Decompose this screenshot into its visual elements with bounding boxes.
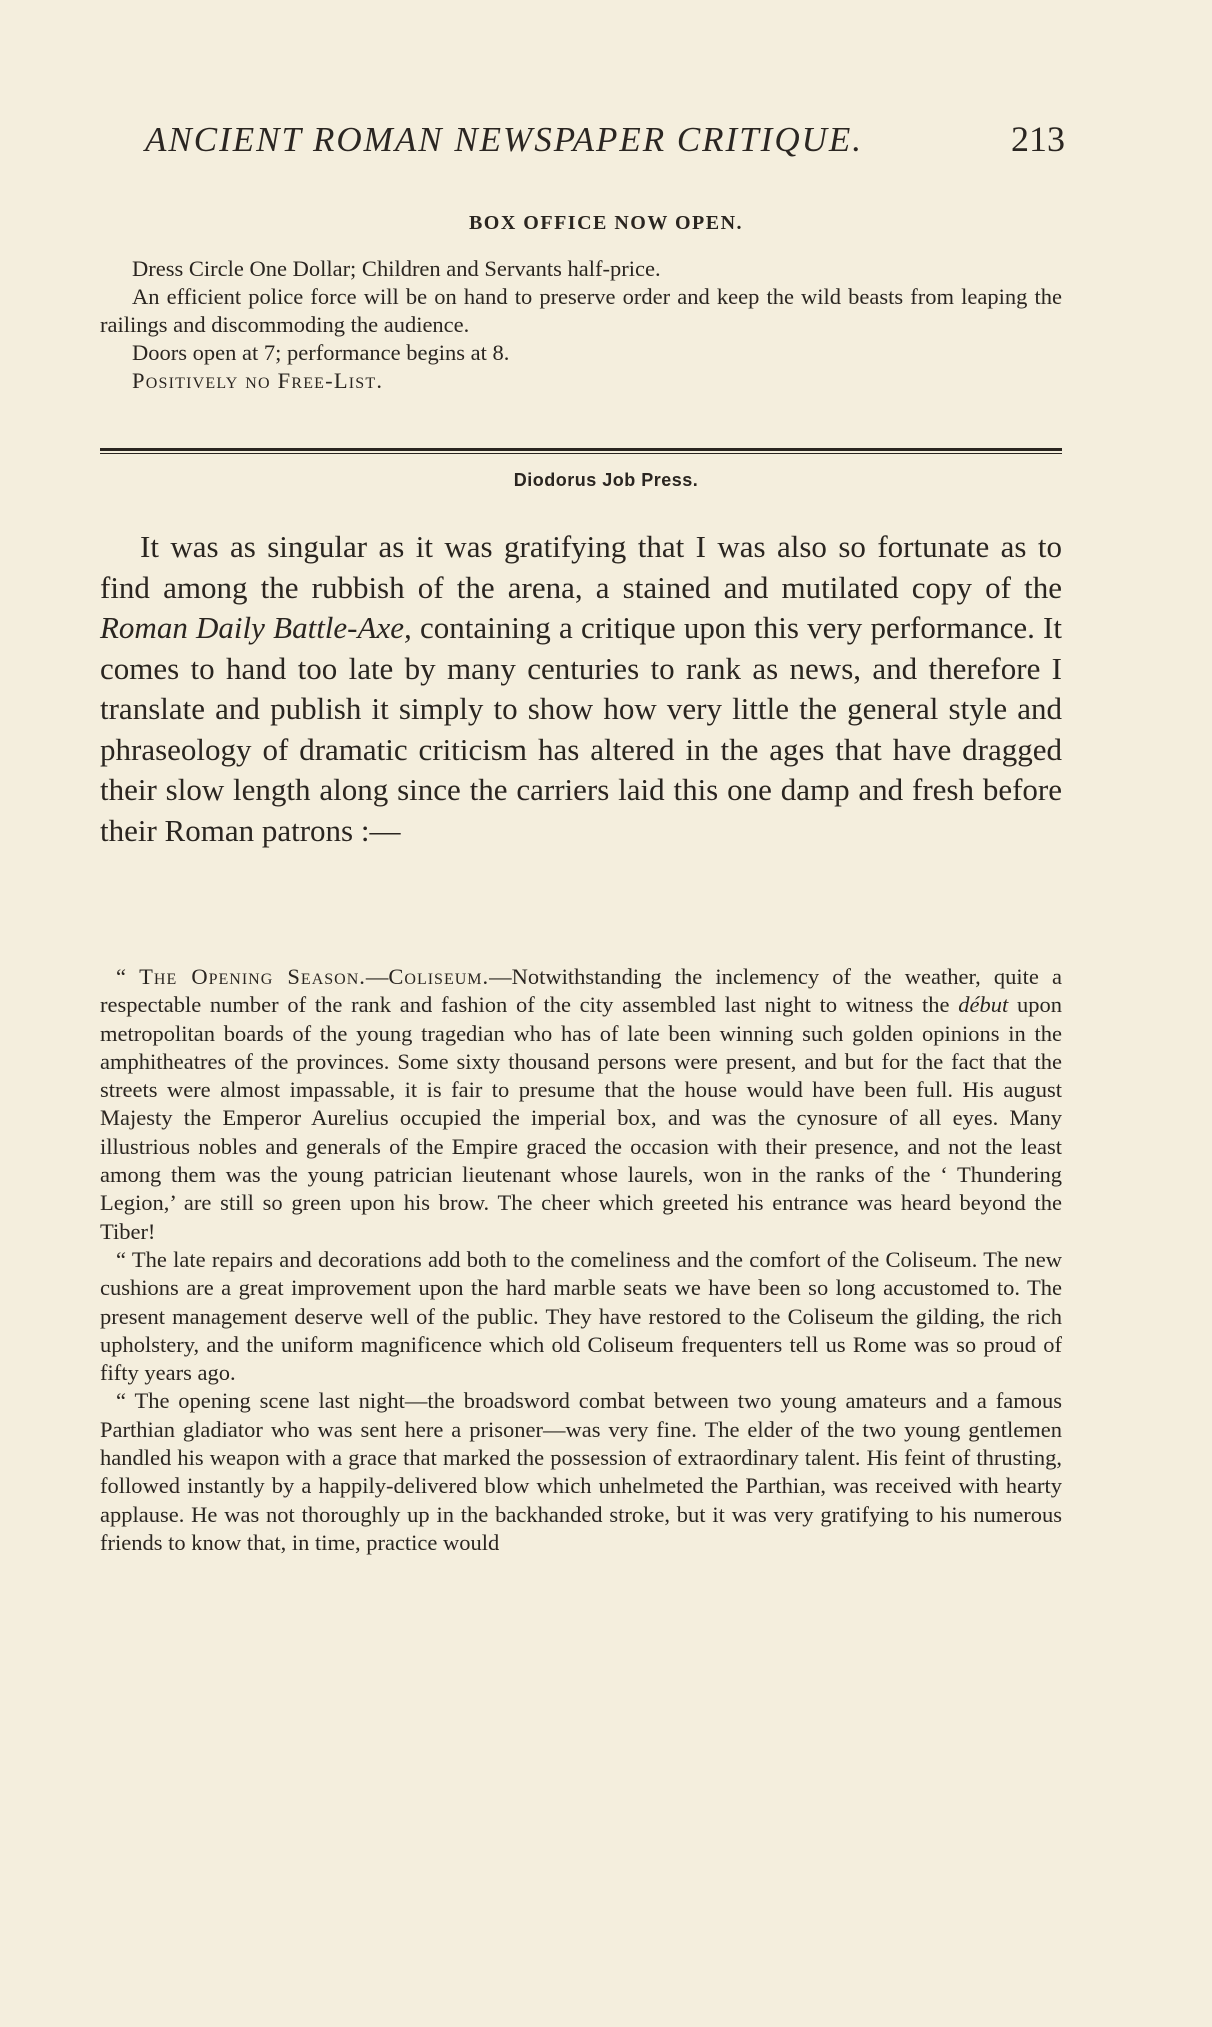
critique-dash: — xyxy=(365,964,389,989)
narrative-after-title: containing a critique upon this very performance. It comes to hand too late by many centuries to rank as news, and therefore I translate and publish it simply to show how very little the general style and phraseology of dramatic criticism has altered in the ages that have dragged their slow length along since the carriers laid this one damp and fresh before their Roman patrons :— xyxy=(100,610,1062,848)
critique-debut: début xyxy=(958,992,1009,1018)
running-head xyxy=(145,118,1065,160)
notice-free-list: Positively no Free-List. xyxy=(132,368,384,393)
narrative-paragraph xyxy=(100,527,1062,851)
divider-thick xyxy=(100,448,1062,451)
box-office-heading: BOX OFFICE NOW OPEN. xyxy=(468,212,744,234)
notice-doors: Doors open at 7; performance begins at 8. xyxy=(132,340,510,365)
critique-text-b: upon metropolitan boards of the young tragedian who has of late been winning such golden opinions in the amphitheatres of the provinces. Some sixty thousand persons were present, and but for the fact that the streets were almost impassable, it is fair to presume that the house would have been full. His august Majesty the Emperor Aurelius occupied the imperial box, and was the cynosure of all eyes. Many illustrious nobles and generals of the Empire graced the occasion with their presence, and not the least among them was the young patrician lieutenant whose laurels, won in the ranks of the ‘ Thundering Legion,’ are still so green upon his brow. The cheer which greeted his entrance was heard beyond the Tiber! xyxy=(100,992,1062,1244)
critique-venue: Coliseum. xyxy=(388,964,490,989)
running-head-title: ANCIENT ROMAN NEWSPAPER CRITIQUE. xyxy=(145,120,864,159)
critique-section-title: The Opening Season. xyxy=(139,964,366,989)
box-office-notice xyxy=(100,255,1062,395)
divider-thin xyxy=(100,453,1062,454)
critique-open-quote: “ xyxy=(116,964,140,989)
newspaper-title: Roman Daily Battle-Axe, xyxy=(100,610,412,645)
printer-imprint: Diodorus Job Press. xyxy=(513,470,699,490)
newspaper-critique xyxy=(100,963,1062,1557)
critique-paragraph-2: “ The late repairs and decorations add both to the comeliness and the comfort of the Coliseum. The new cushions are a great improvement upon the hard marble seats we have been so long accustomed to. The present management deserve well of the public. They have restored to the Coliseum the gilding, the rich upholstery, and the uniform magnificence which old Coliseum frequenters tell us Rome was so proud of fifty years ago. xyxy=(100,1246,1062,1386)
critique-text-a: —Notwithstanding the inclemency of the weather, quite a respectable number of the rank and fashion of the city assembled last night to witness the xyxy=(100,964,1062,1018)
critique-paragraph-3: “ The opening scene last night—the broadsword combat between two young amateurs and a famous Parthian gladiator who was sent here a prisoner—was very fine. The elder of the two young gentlemen handled his weapon with a grace that marked the possession of extraordinary talent. His feint of thrusting, followed instantly by a happily-delivered blow which unhelmeted the Parthian, was received with hearty applause. He was not thoroughly up in the backhanded stroke, but it was very gratifying to his numerous friends to know that, in time, practice would xyxy=(100,1388,1062,1555)
page-number: 213 xyxy=(1011,119,1065,159)
narrative-before-title: It was as singular as it was gratifying that I was also so fortunate as to find among the rubbish of the arena, a stained and mutilated copy of the xyxy=(100,529,1062,605)
notice-police: An efficient police force will be on hand to preserve order and keep the wild beasts from leaping the railings and discommoding the audience. xyxy=(100,284,1062,337)
critique-paragraph-1 xyxy=(100,963,1062,1246)
notice-prices: Dress Circle One Dollar; Children and Servants half-price. xyxy=(132,256,661,281)
